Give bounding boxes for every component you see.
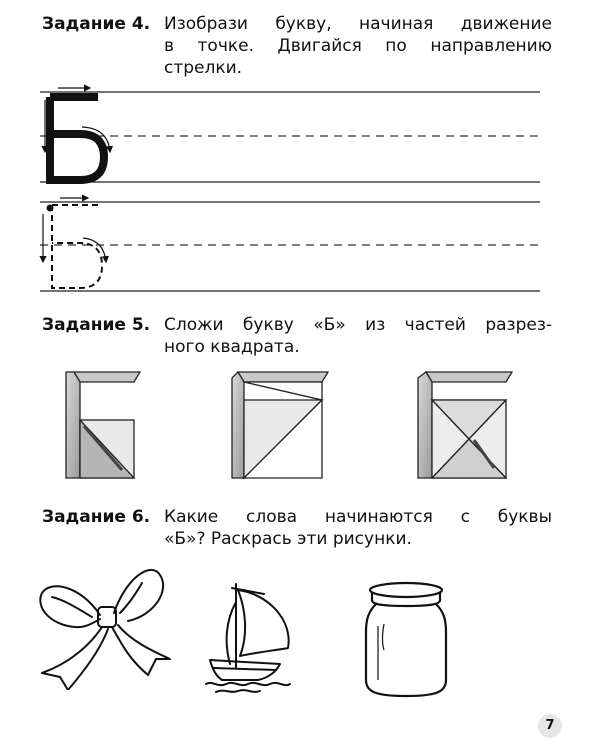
task-5 <box>42 314 552 362</box>
task-5-text <box>164 314 552 358</box>
arrow-icon <box>83 238 106 262</box>
start-dot <box>47 205 54 212</box>
task-6-text <box>164 506 552 550</box>
task-4-line-2: в точке. Двигайся по направлению <box>164 36 552 56</box>
task-6 <box>42 506 552 554</box>
jar-icon <box>362 580 452 700</box>
task-6-line-1: Какие слова начинаются с буквы <box>164 507 552 527</box>
task-4-text <box>164 13 552 79</box>
puzzle-square-3 <box>418 372 512 478</box>
letter-b-sample <box>50 97 104 180</box>
sailboat-icon <box>198 580 308 695</box>
puzzle-square-1 <box>66 372 140 478</box>
task-5-line-1: Сложи букву «Б» из частей разрез- <box>164 315 552 335</box>
task-4-line-3: стрелки. <box>164 58 243 78</box>
task-5-label: Задание 5. <box>42 315 151 335</box>
task-6-line-2: «Б»? Раскрась эти рисунки. <box>164 529 412 549</box>
writing-practice-area <box>0 84 600 299</box>
task-4-line-1: Изобрази букву, начиная движение <box>164 14 552 34</box>
page-number: 7 <box>538 714 562 738</box>
task-4-label: Задание 4. <box>42 14 151 34</box>
cut-square-puzzles <box>0 362 600 492</box>
task-4 <box>42 13 552 83</box>
bow-icon <box>30 555 180 690</box>
task-5-line-2: ного квадрата. <box>164 337 300 357</box>
puzzle-square-2 <box>232 372 328 478</box>
task-6-label: Задание 6. <box>42 507 151 527</box>
letter-b-trace <box>52 205 102 288</box>
